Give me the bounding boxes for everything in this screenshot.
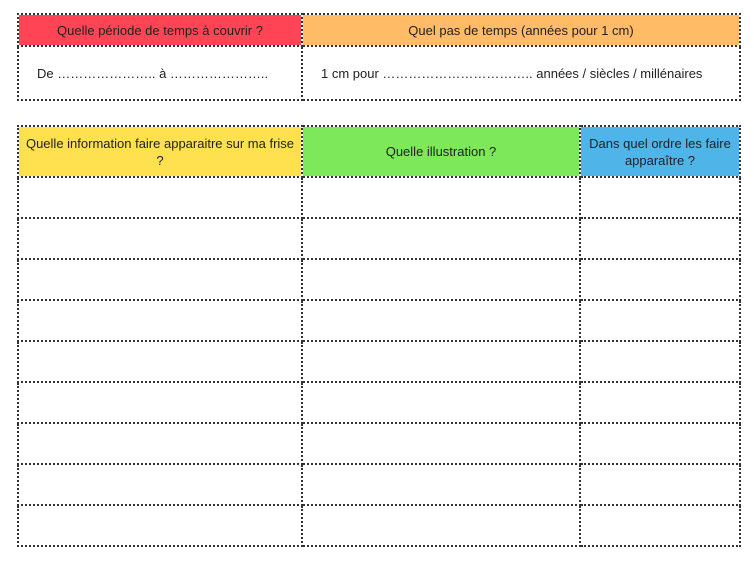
- time-step-fill-line[interactable]: 1 cm pour …………………………….. années / siècles / millénaires: [302, 46, 740, 100]
- order-cell[interactable]: [580, 218, 740, 259]
- information-header: Quelle information faire apparaitre sur ma frise ?: [18, 126, 302, 177]
- table-row: [18, 300, 740, 341]
- information-cell[interactable]: [18, 259, 302, 300]
- order-header: Dans quel ordre les faire apparaître ?: [580, 126, 740, 177]
- period-step-header-row: [18, 14, 740, 46]
- information-cell[interactable]: [18, 341, 302, 382]
- information-cell[interactable]: [18, 218, 302, 259]
- illustration-header: Quelle illustration ?: [302, 126, 580, 177]
- period-step-table: [17, 13, 741, 101]
- period-step-fill-row: [18, 46, 740, 100]
- illustration-cell[interactable]: [302, 218, 580, 259]
- information-cell[interactable]: [18, 464, 302, 505]
- planning-table: [17, 125, 741, 547]
- period-header: Quelle période de temps à couvrir ?: [18, 14, 302, 46]
- illustration-cell[interactable]: [302, 341, 580, 382]
- period-fill-line[interactable]: De ………………….. à …………………..: [18, 46, 302, 100]
- illustration-cell[interactable]: [302, 300, 580, 341]
- order-cell[interactable]: [580, 423, 740, 464]
- table-row: [18, 464, 740, 505]
- information-cell[interactable]: [18, 300, 302, 341]
- table-row: [18, 259, 740, 300]
- information-cell[interactable]: [18, 423, 302, 464]
- illustration-cell[interactable]: [302, 177, 580, 218]
- table-row: [18, 218, 740, 259]
- table-row: [18, 423, 740, 464]
- table-row: [18, 382, 740, 423]
- time-step-header: Quel pas de temps (années pour 1 cm): [302, 14, 740, 46]
- table-row: [18, 505, 740, 546]
- order-cell[interactable]: [580, 177, 740, 218]
- order-cell[interactable]: [580, 382, 740, 423]
- information-cell[interactable]: [18, 177, 302, 218]
- illustration-cell[interactable]: [302, 505, 580, 546]
- table-row: [18, 177, 740, 218]
- information-cell[interactable]: [18, 382, 302, 423]
- illustration-cell[interactable]: [302, 382, 580, 423]
- order-cell[interactable]: [580, 464, 740, 505]
- order-cell[interactable]: [580, 341, 740, 382]
- information-cell[interactable]: [18, 505, 302, 546]
- order-cell[interactable]: [580, 505, 740, 546]
- planning-header-row: [18, 126, 740, 177]
- illustration-cell[interactable]: [302, 464, 580, 505]
- table-row: [18, 341, 740, 382]
- order-cell[interactable]: [580, 300, 740, 341]
- illustration-cell[interactable]: [302, 259, 580, 300]
- illustration-cell[interactable]: [302, 423, 580, 464]
- order-cell[interactable]: [580, 259, 740, 300]
